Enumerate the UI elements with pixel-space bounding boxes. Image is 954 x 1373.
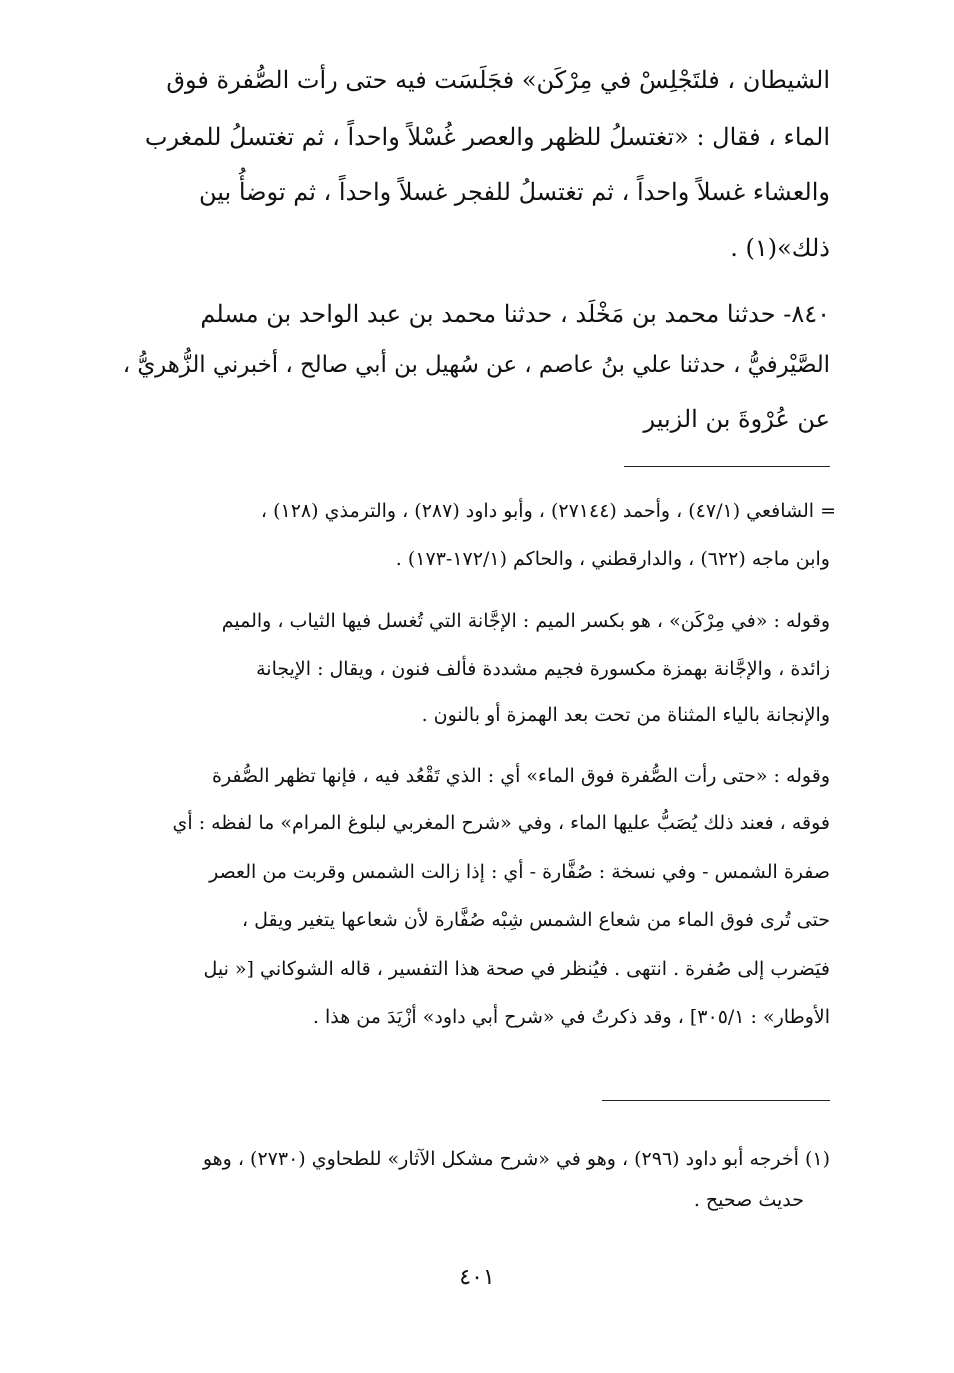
mirkan-note-line: والإنجانة بالياء المثناة من تحت بعد الهمزة أو بالنون . [421,704,830,726]
sufra-note-line: حتى تُرى فوق الماء من شعاع الشمس شِبْه صُفَّارة لأن شعاعها يتغير ويقل ، [241,909,830,931]
hadith-line: الصَّيْرفيُّ ، حدثنا علي بنُ عاصم ، عن سُهيل بن أبي صالح ، أخبرني الزُّهريُّ ، [122,352,830,378]
footnote-divider [602,1100,830,1101]
main-line: والعشاء غسلاً واحداً ، ثم تغتسلُ للفجر غسلاً واحداً ، ثم توضأُ بين [199,178,830,206]
main-line: ذلك»(١) . [730,234,830,262]
sufra-note-line: وقوله : «حتى رأت الصُّفرة فوق الماء» أي : الذي تَقْعُد فيه ، فإنها تظهر الصُّفرة [211,765,830,787]
section-divider [624,466,830,467]
mirkan-note-line: زائدة ، والإجَّانة بهمزة مكسورة فجيم مشددة فألف فنون ، ويقال : الإيجانة [256,658,830,680]
takhrij-line: = الشافعي (٤٧/١) ، وأحمد (٢٧١٤٤) ، وأبو داود (٢٨٧) ، والترمذي (١٢٨) ، [260,500,836,522]
mirkan-note-line: وقوله : «في مِرْكَن» ، هو بكسر الميم : الإجَّانة التي تُغسل فيها الثياب ، والميم [221,610,830,632]
hadith-line: عن عُرْوةَ بن الزبير [643,405,830,433]
footnote-line: (١) أخرجه أبو داود (٢٩٦) ، وهو في «شرح مشكل الآثار» للطحاوي (٢٧٣٠) ، وهو [202,1148,830,1170]
sufra-note-line: فيَضرب إلى صُفرة . انتهى . فيُنظر في صحة هذا التفسير ، قاله الشوكاني [« نيل [203,958,830,980]
sufra-note-line: صفرة الشمس - وفي نسخة : صُفَّارة - أي : إذا زالت الشمس وقربت من العصر [209,861,830,883]
sufra-note-line: الأوطار» : ٣٠٥/١] ، وقد ذكرتُ في «شرح أبي داود» أزْيَدَ من هذا . [312,1006,830,1028]
sufra-note-line: فوقه ، فعند ذلك يُصَبُّ عليها الماء ، وفي «شرح المغربي لبلوغ المرام» ما لفظه : أي [172,812,830,834]
page-number: ٤٠١ [459,1265,495,1290]
takhrij-line: وابن ماجه (٦٢٢) ، والدارقطني ، والحاكم (١٧٢/١-١٧٣) . [395,548,830,570]
main-line: الشيطان ، فلتَجْلِسْ في مِرْكَن» فجَلَسَت فيه حتى رأت الصُّفرة فوق [166,66,830,94]
main-line: الماء ، فقال : «تغتسلُ للظهر والعصر غُسْلاً واحداً ، ثم تغتسلُ للمغرب [144,123,830,151]
footnote-line: حديث صحيح . [693,1189,804,1211]
hadith-line: ٨٤٠- حدثنا محمد بن مَخْلَد ، حدثنا محمد بن عبد الواحد بن مسلم [200,300,830,328]
